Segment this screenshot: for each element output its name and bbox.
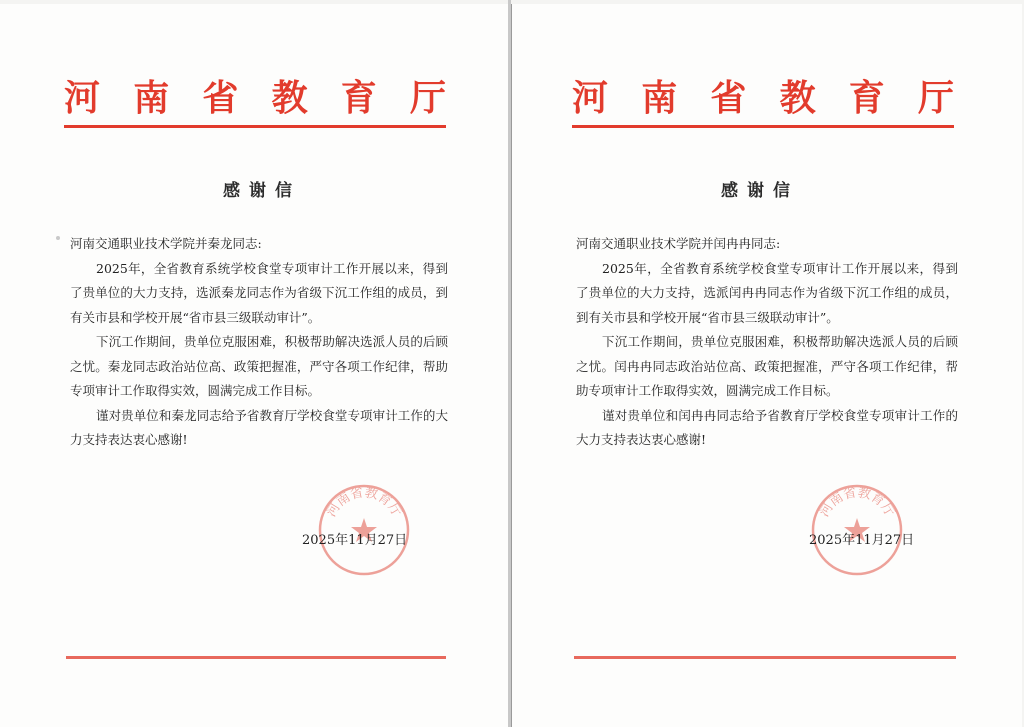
text-line: 谨对贵单位和闰冉冉同志给予省教育厅学校食堂专项审计工作的 [602, 407, 958, 423]
paragraph [70, 257, 448, 331]
text-line: 下沉工作期间，贵单位克服困难，积极帮助解决选派人员的后顾 [96, 334, 448, 349]
text-line: 2025年，全省教育系统学校食堂专项审计工作开展以来，得到 [96, 260, 448, 276]
salutation: 河南交通职业技术学院并秦龙同志: [70, 236, 262, 251]
paragraph [576, 257, 958, 331]
paragraph [70, 404, 448, 453]
letter-title: 感谢信 [223, 181, 301, 201]
letterhead-org-name [572, 78, 954, 118]
salutation: 河南交通职业技术学院并闰冉冉同志: [576, 236, 781, 251]
letterhead-char: 省 [710, 77, 747, 119]
letter-title: 感谢信 [721, 181, 799, 201]
text-line: 谨对贵单位和秦龙同志给予省教育厅学校食堂专项审计工作的大 [96, 407, 448, 423]
letterhead-char: 教 [271, 77, 308, 119]
letter-date: 2025年11月27日 [302, 533, 408, 548]
letterhead-char: 省 [202, 77, 239, 119]
text-line: 下沉工作期间，贵单位克服困难，积极帮助解决选派人员的后顾 [602, 334, 958, 349]
text-line: 专项审计工作取得实效，圆满完成工作目标。 [70, 383, 321, 398]
text-line: 2025年，全省教育系统学校食堂专项审计工作开展以来，得到 [602, 260, 958, 276]
svg-text:河南省教育厅 [324, 484, 404, 519]
text-line: 之忧。秦龙同志政治站位高、政策把握准，严守各项工作纪律，帮助 [70, 358, 448, 374]
text-line: 了贵单位的大力支持，选派闰冉冉同志作为省级下沉工作组的成员， [576, 285, 958, 300]
text-line: 助专项审计工作取得实效，圆满完成工作目标。 [576, 383, 839, 398]
text-line: 之忧。闰冉冉同志政治站位高、政策把握准，严守各项工作纪律，帮 [576, 358, 958, 374]
text-line: 了贵单位的大力支持，选派秦龙同志作为省级下沉工作组的成员，到 [70, 285, 448, 300]
letterhead-org-name [64, 78, 446, 118]
letter-page-left [0, 4, 509, 727]
letterhead-red-rule [572, 125, 954, 128]
paragraph [576, 330, 958, 404]
text-line: 大力支持表达衷心感谢! [576, 432, 707, 447]
seal-text: 河南省教育厅 [323, 485, 405, 520]
letterhead-char: 厅 [917, 77, 954, 119]
paragraph [576, 404, 958, 453]
text-line: 有关市县和学校开展“省市县三级联动审计”。 [70, 309, 321, 325]
text-line: 到有关市县和学校开展“省市县三级联动审计”。 [576, 309, 839, 325]
letterhead-red-rule [64, 125, 446, 128]
footer-red-rule [574, 656, 956, 659]
svg-text:河南省教育厅 [817, 484, 897, 519]
letterhead-char: 河 [64, 77, 101, 119]
letterhead-char: 教 [779, 77, 816, 119]
letterhead-char: 厅 [409, 77, 446, 119]
text-line: 力支持表达衷心感谢! [70, 432, 188, 447]
letter-date: 2025年11月27日 [809, 533, 915, 548]
seal-text: 河南省教育厅 [816, 485, 898, 520]
letterhead-char: 育 [340, 77, 377, 119]
scan-speck [56, 236, 60, 240]
letterhead-char: 育 [848, 77, 885, 119]
letter-body [576, 232, 958, 453]
footer-red-rule [66, 656, 446, 659]
paragraph [70, 330, 448, 404]
letterhead-char: 南 [133, 77, 170, 119]
letterhead-char: 河 [572, 77, 609, 119]
letter-body [70, 232, 448, 453]
letterhead-char: 南 [641, 77, 678, 119]
letter-page-right [511, 4, 1022, 727]
